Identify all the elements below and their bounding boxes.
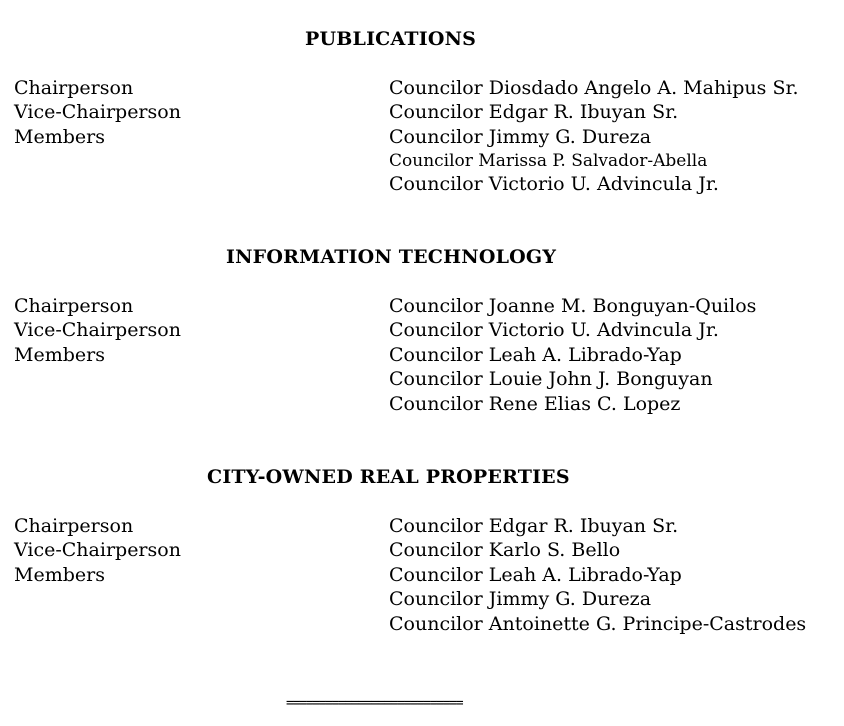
member-name: Councilor Joanne M. Bonguyan-Quilos (389, 295, 757, 317)
role-chairperson: Chairperson (14, 515, 134, 537)
member-name: Councilor Jimmy G. Dureza (389, 588, 652, 610)
role-members: Members (14, 564, 105, 586)
member-name: Councilor Edgar R. Ibuyan Sr. (389, 101, 679, 123)
member-name: Councilor Jimmy G. Dureza (389, 126, 652, 148)
member-name: Councilor Leah A. Librado-Yap (389, 344, 682, 366)
role-chairperson: Chairperson (14, 295, 134, 317)
member-name: Councilor Antoinette G. Principe-Castrodes (389, 613, 807, 635)
member-name: Councilor Marissa P. Salvador-Abella (389, 151, 708, 171)
section-title-information-technology: INFORMATION TECHNOLOGY (226, 246, 557, 268)
member-name: Councilor Rene Elias C. Lopez (389, 393, 681, 415)
member-name: Councilor Karlo S. Bello (389, 539, 621, 561)
section-title-publications: PUBLICATIONS (305, 28, 477, 50)
end-divider: =========================== (286, 696, 463, 711)
role-members: Members (14, 344, 105, 366)
role-chairperson: Chairperson (14, 77, 134, 99)
role-vice-chairperson: Vice-Chairperson (14, 101, 181, 123)
member-name: Councilor Diosdado Angelo A. Mahipus Sr. (389, 77, 799, 99)
role-members: Members (14, 126, 105, 148)
member-name: Councilor Victorio U. Advincula Jr. (389, 319, 719, 341)
member-name: Councilor Leah A. Librado-Yap (389, 564, 682, 586)
role-vice-chairperson: Vice-Chairperson (14, 539, 181, 561)
role-vice-chairperson: Vice-Chairperson (14, 319, 181, 341)
member-name: Councilor Victorio U. Advincula Jr. (389, 173, 719, 195)
section-title-city-owned-real-properties: CITY-OWNED REAL PROPERTIES (207, 466, 570, 488)
member-name: Councilor Louie John J. Bonguyan (389, 368, 713, 390)
member-name: Councilor Edgar R. Ibuyan Sr. (389, 515, 679, 537)
